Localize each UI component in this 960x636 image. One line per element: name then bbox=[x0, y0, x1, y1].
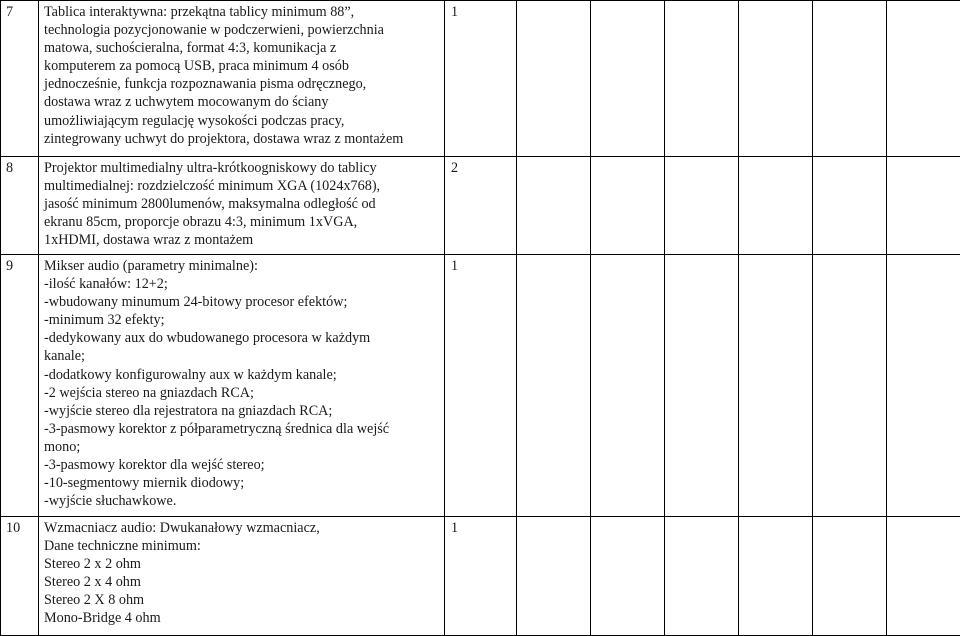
row-number: 8 bbox=[1, 157, 39, 255]
item-description bbox=[39, 255, 445, 517]
description-line: -dedykowany aux do wbudowanego procesora w każdym bbox=[44, 329, 440, 347]
description-line: Stereo 2 X 8 ohm bbox=[44, 591, 440, 609]
description-line: Stereo 2 x 4 ohm bbox=[44, 573, 440, 591]
description-line: jednocześnie, funkcja rozpoznawania pisma odręcznego, bbox=[44, 75, 440, 93]
empty-cell bbox=[517, 255, 591, 517]
empty-cell bbox=[665, 157, 739, 255]
empty-cell bbox=[517, 157, 591, 255]
description-line: jasość minimum 2800lumenów, maksymalna odległość od bbox=[44, 195, 440, 213]
description-line: matowa, suchościeralna, format 4:3, komunikacja z bbox=[44, 39, 440, 57]
description-line: Projektor multimedialny ultra-krótkoogniskowy do tablicy bbox=[44, 159, 440, 177]
description-line: multimedialnej: rozdzielczość minimum XGA (1024x768), bbox=[44, 177, 440, 195]
empty-cell bbox=[665, 1, 739, 157]
description-line: -ilość kanałów: 12+2; bbox=[44, 275, 440, 293]
empty-cell bbox=[887, 157, 960, 255]
empty-cell bbox=[591, 157, 665, 255]
description-line: Dane techniczne minimum: bbox=[44, 537, 440, 555]
description-line: mono; bbox=[44, 438, 440, 456]
row-number: 7 bbox=[1, 1, 39, 157]
empty-cell bbox=[591, 517, 665, 636]
empty-cell bbox=[517, 517, 591, 636]
description-line: dostawa wraz z uchwytem mocowanym do ściany bbox=[44, 93, 440, 111]
description-line: -dodatkowy konfigurowalny aux w każdym kanale; bbox=[44, 366, 440, 384]
description-line: -3-pasmowy korektor z półparametryczną średnica dla wejść bbox=[44, 420, 440, 438]
empty-cell bbox=[813, 157, 887, 255]
description-line: technologia pozycjonowanie w podczerwieni, powierzchnia bbox=[44, 21, 440, 39]
description-line: kanale; bbox=[44, 347, 440, 365]
empty-cell bbox=[813, 517, 887, 636]
empty-cell bbox=[739, 157, 813, 255]
description-line: Wzmacniacz audio: Dwukanałowy wzmacniacz, bbox=[44, 519, 440, 537]
table-row bbox=[1, 157, 960, 255]
quantity-cell: 1 bbox=[445, 1, 517, 157]
empty-cell bbox=[739, 517, 813, 636]
description-line: -2 wejścia stereo na gniazdach RCA; bbox=[44, 384, 440, 402]
quantity-cell: 2 bbox=[445, 157, 517, 255]
quantity-cell: 1 bbox=[445, 517, 517, 636]
description-line: -wbudowany minumum 24-bitowy procesor efektów; bbox=[44, 293, 440, 311]
description-line: komputerem za pomocą USB, praca minimum 4 osób bbox=[44, 57, 440, 75]
item-description bbox=[39, 157, 445, 255]
empty-cell bbox=[517, 1, 591, 157]
description-line: -3-pasmowy korektor dla wejść stereo; bbox=[44, 456, 440, 474]
row-number: 9 bbox=[1, 255, 39, 517]
description-line: Mikser audio (parametry minimalne): bbox=[44, 257, 440, 275]
empty-cell bbox=[813, 1, 887, 157]
description-line: 1xHDMI, dostawa wraz z montażem bbox=[44, 231, 440, 249]
description-line: Stereo 2 x 2 ohm bbox=[44, 555, 440, 573]
description-line: Tablica interaktywna: przekątna tablicy minimum 88”, bbox=[44, 3, 440, 21]
empty-cell bbox=[739, 1, 813, 157]
table-row bbox=[1, 517, 960, 636]
description-line: -10-segmentowy miernik diodowy; bbox=[44, 474, 440, 492]
empty-cell bbox=[887, 255, 960, 517]
empty-cell bbox=[591, 1, 665, 157]
row-number: 10 bbox=[1, 517, 39, 636]
description-line: Mono-Bridge 4 ohm bbox=[44, 609, 440, 627]
description-line: -wyjście stereo dla rejestratora na gniazdach RCA; bbox=[44, 402, 440, 420]
empty-cell bbox=[665, 255, 739, 517]
description-line: umożliwiającym regulację wysokości podczas pracy, bbox=[44, 112, 440, 130]
description-line: -wyjście słuchawkowe. bbox=[44, 492, 440, 510]
table-row bbox=[1, 1, 960, 157]
empty-cell bbox=[591, 255, 665, 517]
empty-cell bbox=[739, 255, 813, 517]
item-description bbox=[39, 517, 445, 636]
description-line: ekranu 85cm, proporcje obrazu 4:3, minimum 1xVGA, bbox=[44, 213, 440, 231]
quantity-cell: 1 bbox=[445, 255, 517, 517]
empty-cell bbox=[665, 517, 739, 636]
item-description bbox=[39, 1, 445, 157]
table-row bbox=[1, 255, 960, 517]
empty-cell bbox=[887, 1, 960, 157]
description-line: -minimum 32 efekty; bbox=[44, 311, 440, 329]
empty-cell bbox=[813, 255, 887, 517]
description-line: zintegrowany uchwyt do projektora, dostawa wraz z montażem bbox=[44, 130, 440, 148]
empty-cell bbox=[887, 517, 960, 636]
